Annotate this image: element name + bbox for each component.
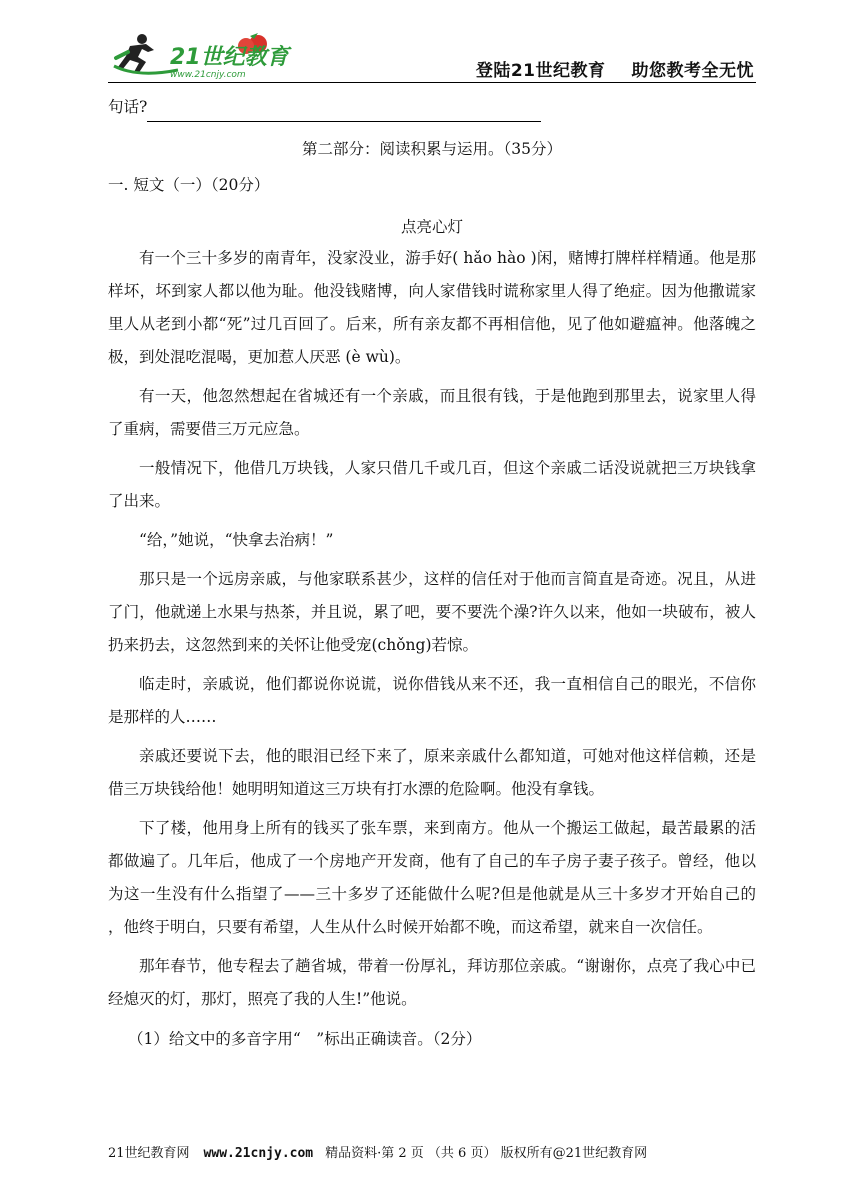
header-slogan (476, 56, 754, 81)
paragraph: 一般情况下，他借几万块钱，人家只借几千或几百，但这个亲戚二话没说就把三万块钱拿了出来。 (108, 459, 756, 510)
slogan-right: 助您教考全无忧 (631, 61, 754, 81)
paragraph: 临走时，亲戚说，他们都说你说谎，说你借钱从来不还，我一直相信自己的眼光，不信你是那样的人…… (108, 675, 756, 726)
logo-text: 21世纪教育 (170, 45, 289, 70)
slogan-left: 登陆21世纪教育 (475, 61, 606, 81)
answer-blank (147, 103, 541, 122)
document-body (108, 92, 756, 1054)
paragraph: 有一个三十多岁的南青年，没家没业，游手好( hǎo hào )闲，赌博打牌样样精通。他是那样坏，坏到家人都以他为耻。他没钱赌博，向人家借钱时谎称家里人得了绝症。因为他撒谎家里人从老到小都“死”过几百回了。后来，所有亲友都不再相信他，见了他如避瘟神。他落魄之极，到处混吃混喝，更加惹人厌恶 (è wù)。 (108, 249, 756, 366)
question-1: （1）给文中的多音字用“ ”标出正确读音。（2分） (128, 1030, 482, 1048)
article-title: 点亮心灯 (400, 218, 463, 236)
footer-info: 精品资料·第 2 页 （共 6 页） 版权所有@21世纪教育网 (325, 1146, 648, 1161)
paragraph: 那年春节，他专程去了趟省城，带着一份厚礼，拜访那位亲戚。“谢谢你，点亮了我心中已经熄灭的灯，那灯，照亮了我的人生!”他说。 (108, 957, 756, 1008)
subsection-title: 一. 短文（一）（20分） (108, 176, 270, 194)
page-footer (108, 1142, 756, 1161)
page-header (108, 30, 756, 82)
header-divider (108, 82, 756, 83)
footer-url: www.21cnjy.com (203, 1146, 314, 1161)
paragraph: 有一天，他忽然想起在省城还有一个亲戚，而且很有钱，于是他跑到那里去，说家里人得了重病，需要借三万元应急。 (108, 387, 756, 438)
logo (108, 30, 308, 82)
paragraph: 亲戚还要说下去，他的眼泪已经下来了，原来亲戚什么都知道，可她对他这样信赖，还是借三万块钱给他！她明明知道这三万块有打水漂的危险啊。他没有拿钱。 (108, 747, 756, 798)
paragraph: 那只是一个远房亲戚，与他家联系甚少，这样的信任对于他而言简直是奇迹。况且，从进了门，他就递上水果与热茶，并且说，累了吧，要不要洗个澡?许久以来，他如一块破布，被人扔来扔去，这忽然到来的关怀让他受宠(chǒng)若惊。 (108, 570, 756, 654)
section-title: 第二部分：阅读积累与运用。（35分） (302, 140, 562, 158)
footer-site-name: 21世纪教育网 (108, 1146, 190, 1161)
question-tail: 句话? (108, 92, 756, 122)
logo-url: www.21cnjy.com (170, 70, 246, 80)
paragraph: “给，”她说，“快拿去治病！” (139, 531, 334, 549)
logo-graphic (108, 30, 308, 82)
paragraph: 下了楼，他用身上所有的钱买了张车票，来到南方。他从一个搬运工做起，最苦最累的活都做遍了。几年后，他成了一个房地产开发商，他有了自己的车子房子妻子孩子。曾经，他以为这一生没有什么指望了——三十多岁了还能做什么呢?但是他就是从三十多岁才开始自己的 ，他终于明白，只要有希望，人生从什么时候开始都不晚，而这希望，就来自一次信任。 (108, 819, 756, 936)
